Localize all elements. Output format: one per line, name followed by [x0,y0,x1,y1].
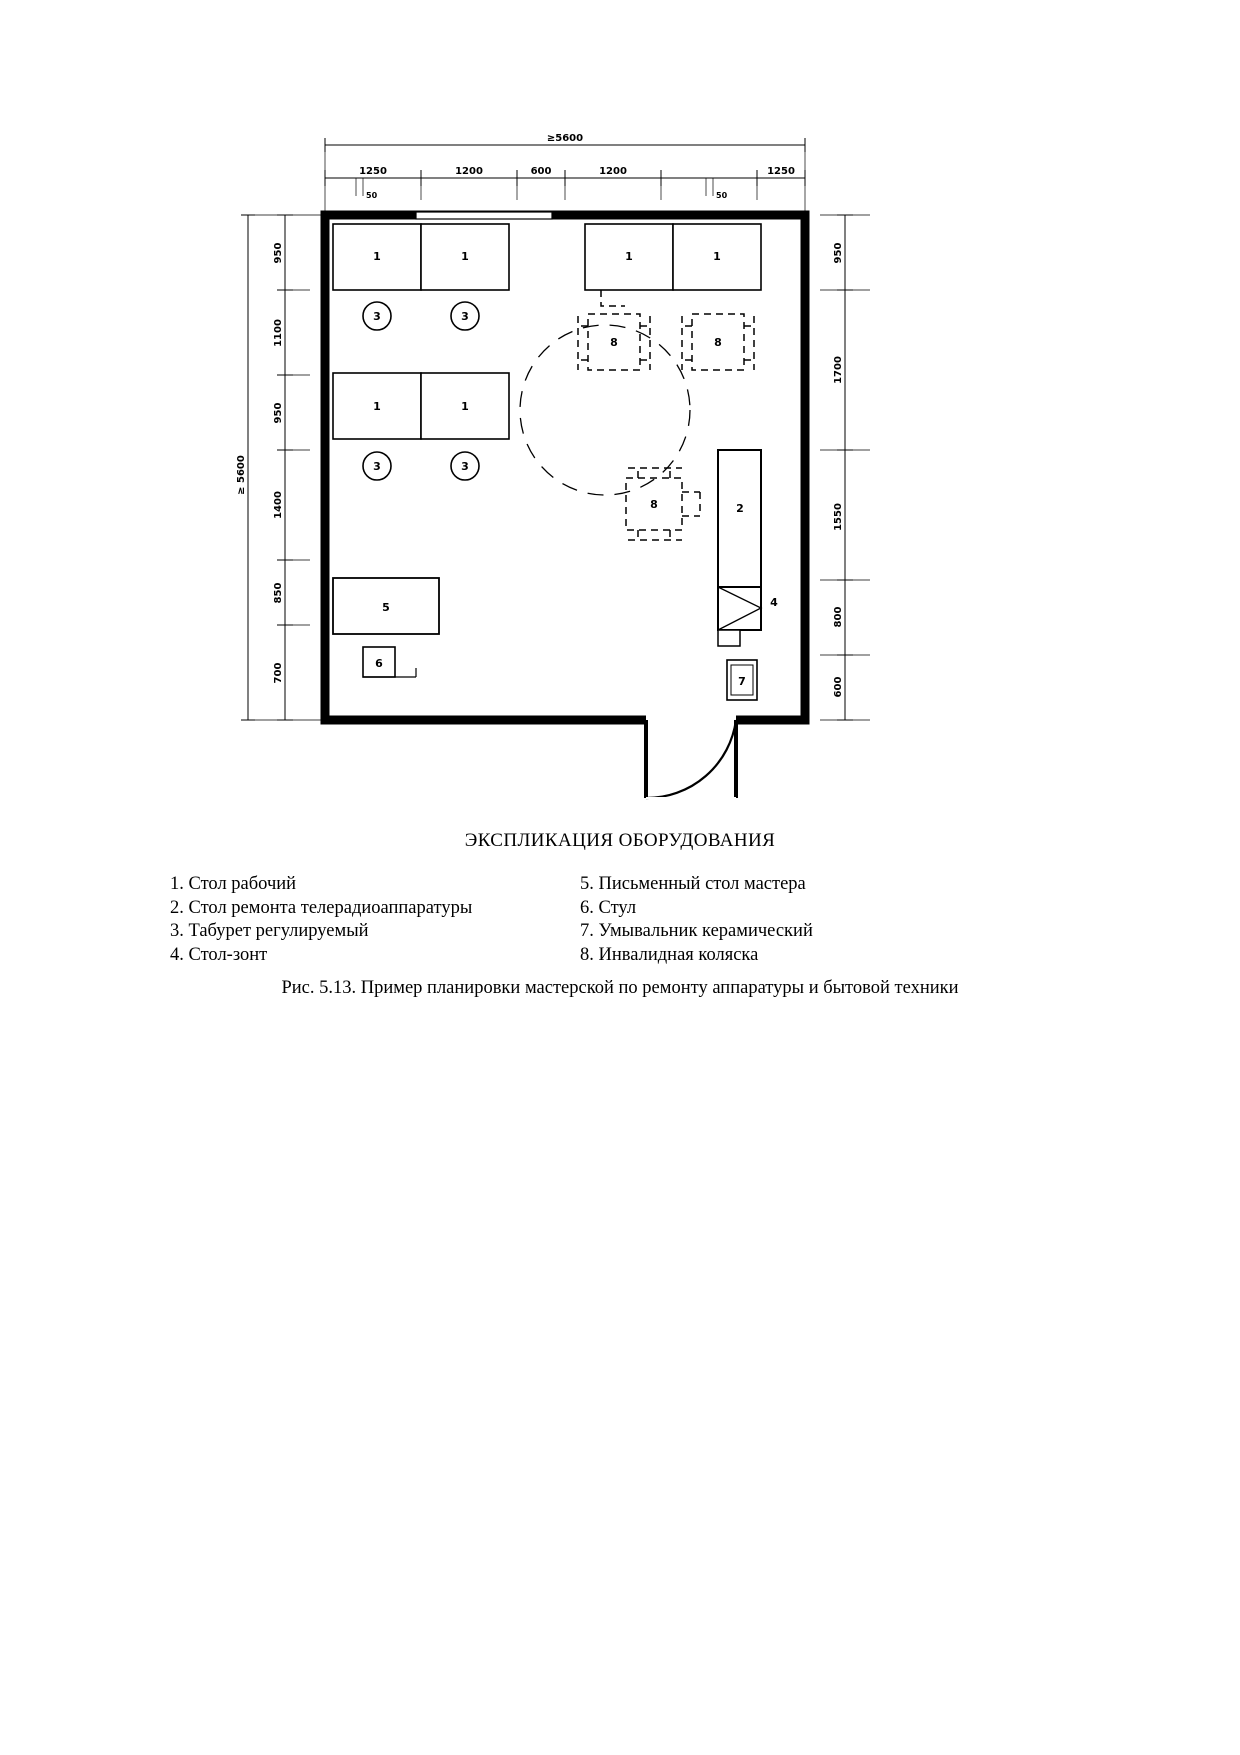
legend-item: 1. Стол рабочий [170,874,297,894]
dim-left-2: 1100 [273,319,284,347]
label-stool-3d: 3 [461,460,469,473]
equipment-group-mid-tables [333,373,509,439]
label-table-1d: 1 [713,250,721,263]
label-wheelchair-8a: 8 [610,336,618,349]
dim-top-4: 1200 [599,166,627,177]
equipment-group-top-tables [333,224,761,290]
label-master-desk-5: 5 [382,601,390,614]
equipment-chair [363,647,416,677]
dim-right-5: 600 [833,676,844,698]
legend-column-left [170,873,580,967]
legend-title: ЭКСПЛИКАЦИЯ ОБОРУДОВАНИЯ [464,830,776,851]
dim-right-1: 950 [833,242,844,264]
dim-top-overall: ≥5600 [546,133,584,144]
label-tv-repair-table-2: 2 [736,502,744,515]
legend-item: 2. Стол ремонта телерадиоаппаратуры [170,897,473,918]
legend-item: 7. Умывальник керамический [580,921,813,941]
dim-top-small-2: 50 [716,191,728,200]
legend-item: 3. Табурет регулируемый [170,921,369,941]
wheelchair-turning-circle [520,325,690,495]
dim-left-1: 950 [273,242,284,264]
dim-top-small-1: 50 [366,191,378,200]
label-stool-3b: 3 [461,310,469,323]
label-wheelchair-8b: 8 [714,336,722,349]
legend-item: 4. Стол-зонт [170,944,268,965]
label-table-1f: 1 [461,400,469,413]
dim-left-5: 850 [273,582,284,604]
dim-left-3: 950 [273,402,284,424]
dim-top-1: 1250 [359,166,387,177]
label-umbrella-table-4: 4 [770,596,778,609]
left-dimension-chain [241,215,330,720]
dim-top-2: 1200 [455,166,483,177]
legend [170,873,990,967]
legend-item: 5. Письменный стол мастера [580,874,806,894]
dim-right-2: 1700 [833,356,844,384]
equipment-umbrella-table [718,587,761,646]
label-table-1b: 1 [461,250,469,263]
top-dimension-chain [325,138,805,215]
dim-right-3: 1550 [833,503,844,531]
dim-left-4: 1400 [273,491,284,519]
label-table-1a: 1 [373,250,381,263]
label-table-1e: 1 [373,400,381,413]
dim-right-4: 800 [833,606,844,628]
label-wheelchair-8c: 8 [650,498,658,511]
label-table-1c: 1 [625,250,633,263]
wheelchair-center [626,468,700,540]
label-stool-3a: 3 [373,310,381,323]
equipment-tv-repair-table [718,450,761,587]
label-washbasin-7: 7 [738,675,746,688]
legend-item: 8. Инвалидная коляска [580,944,759,965]
dim-top-5: 1250 [767,166,795,177]
floor-plan-svg [230,120,890,810]
dim-left-overall: ≥ 5600 [236,455,247,495]
figure-caption: Рис. 5.13. Пример планировки мастерской по ремонту аппаратуры и бытовой техники [281,978,959,998]
legend-column-right [580,873,990,967]
wheelchair-top-left [578,290,650,370]
label-stool-3c: 3 [373,460,381,473]
right-dimension-chain [820,215,870,720]
label-chair-6: 6 [375,657,383,670]
floor-plan-drawing [230,120,890,810]
dim-left-6: 700 [273,662,284,684]
dim-top-3: 600 [530,166,552,177]
legend-item: 6. Стул [580,897,637,918]
